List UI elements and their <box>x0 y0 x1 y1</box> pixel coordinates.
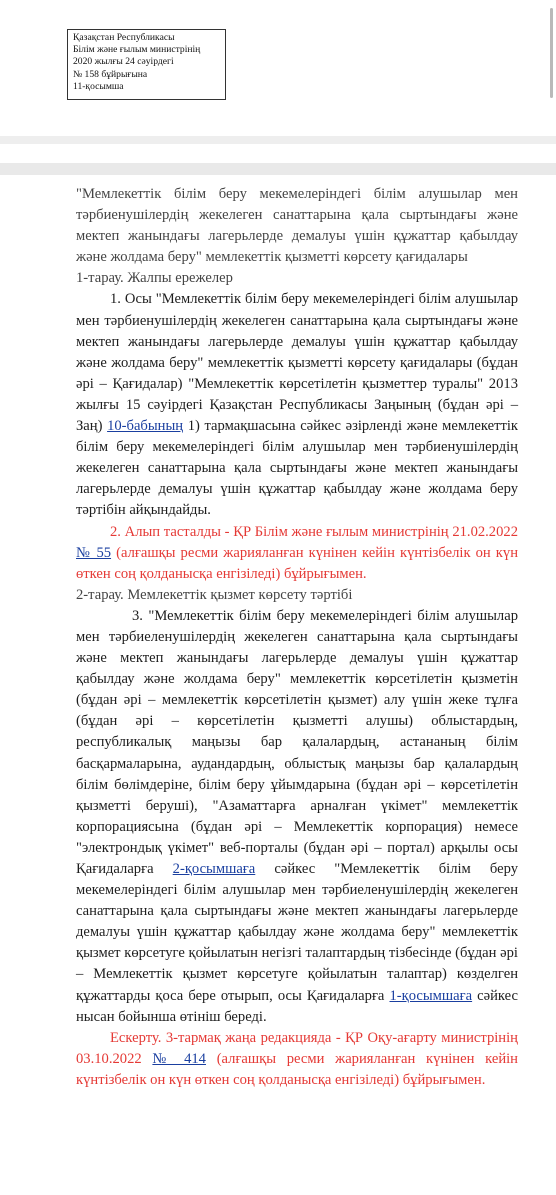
document-title: "Мемлекеттік білім беру мекемелеріндегі білім алушылар мен тәрбиенушілердің жекелеген санаттарына қала сыртындағы және мектеп жанындағы лагерьлерде демалуы үшін құжаттар қабылдау және жолдама беру" мемлекеттік қызметті көрсету қағидалары <box>76 186 518 266</box>
order-55-link[interactable]: № 55 <box>76 544 112 561</box>
page-divider <box>0 136 556 144</box>
paragraph-2-repealed-note <box>76 522 518 585</box>
paragraph-2-text: (алғашқы ресми жарияланған күнінен кейін күнтізбелік он күн өткен соң қолданысқа енгізіледі) бұйрығымен. <box>76 544 518 582</box>
stamp-line: 11-қосымша <box>73 80 124 92</box>
note-text: (алғашқы ресми жарияланған күнінен кейін күнтізбелік он күн өткен соң қолданысқа енгізіледі) бұйрығымен. <box>76 1050 518 1088</box>
paragraph-1-text: 1. Осы "Мемлекеттік білім беру мекемелеріндегі білім алушылар мен тәрбиенушілердің жекелеген санаттарына қала сыртындағы және мектеп жанындағы лагерьлерде демалуы үшін құжаттар қабылдау және жолдама беру" мемлекеттік қызметті көрсету қағидалары (бұдан әрі – Қағидалар) "Мемлекеттік көрсетілетін қызметтер туралы" 2013 жылғы 15 сәуірдегі Қазақстан Республикасы Заңының (бұдан әрі – Заң) <box>76 291 518 435</box>
chapter-1-heading: 1-тарау. Жалпы ережелер <box>76 270 233 287</box>
stamp-line: № 158 бұйрығына <box>73 68 148 80</box>
order-annex-stamp <box>67 29 226 100</box>
chapter-2-heading: 2-тарау. Мемлекеттік қызмет көрсету тәртібі <box>76 586 353 603</box>
paragraph-1-text: 1) тармақшасына сәйкес әзірленді және мемлекеттік білім беру мекемелеріндегі білім алушылар мен тәрбиенушілердің жекелеген санаттарына қала сыртындағы және мектеп жанындағы лагерьлерде демалуы үшін құжаттар қабылдау және жолдама беру тәртібін айқындайды. <box>76 418 518 519</box>
paragraph-3 <box>76 606 518 1028</box>
article-10-link[interactable]: 10-бабының <box>107 418 184 435</box>
paragraph-2-text: 2. Алып тасталды - ҚР Білім және ғылым министрінің 21.02.2022 <box>110 523 518 540</box>
document-body <box>76 184 518 1091</box>
order-414-link[interactable]: № 414 <box>152 1050 206 1067</box>
note-text: Ескерту. 3-тармақ жаңа редакцияда - ҚР Оқу-ағарту министрінің 03.10.2022 <box>76 1029 518 1067</box>
page-divider <box>0 163 556 175</box>
scrollbar[interactable] <box>550 8 553 98</box>
annex-1-link[interactable]: 1-қосымшаға <box>389 987 473 1004</box>
paragraph-3-amendment-note <box>76 1028 518 1091</box>
paragraph-3-text: сәйкес нысан бойынша өтініш береді. <box>76 987 518 1025</box>
paragraph-3-text: сәйкес "Мемлекеттік білім беру мекемелеріндегі білім алушылар мен тәрбиеленушілердің жекелеген санаттарына қала сыртындағы және мектеп жанындағы лагерьлерде демалуы үшін құжаттар қабылдау және жолдама беру" мемлекеттік қызмет көрсетуге қойылатын негізгі талаптардың тізбесінде (бұдан әрі – Мемлекеттік қызмет көрсетуге қойылатын талаптар) көзделген құжаттарды қоса бере отырып, осы Қағидаларға <box>76 861 518 1004</box>
stamp-line: Білім және ғылым министрінің <box>73 44 201 56</box>
stamp-line: Қазақстан Республикасы <box>73 32 175 43</box>
annex-2-link[interactable]: 2-қосымшаға <box>172 861 256 877</box>
stamp-line: 2020 жылғы 24 сәуірдегі <box>73 56 174 68</box>
paragraph-1 <box>76 289 518 521</box>
paragraph-3-text: 3. "Мемлекеттік білім беру мекемелеріндегі білім алушылар мен тәрбиеленушілердің жекелеген санаттарына қала сыртындағы және мектеп жанындағы лагерьлерде демалуы үшін құжаттар қабылдау және жолдама беру" мемлекеттік көрсетілетін қызметін (бұдан әрі – мемлекеттік көрсетілетін қызмет) алу үшін жеке тұлға (бұдан әрі – көрсетілетін қызметті алушы) облыстардың, республикалық маңызы бар қалалардың, астананың білім басқармаларына, аудандардың, облыстық маңызы бар қалалардың білім бөлімдеріне, білім беру ұйымдарына (бұдан әрі – көрсетілетін қызметті беруші), "Азаматтарға арналған үкімет" мемлекеттік корпорациясына (бұдан әрі – Мемлекеттік корпорация) немесе "электрондық үкімет" веб-порталы (бұдан әрі – портал) арқылы осы Қағидаларға <box>76 607 518 877</box>
